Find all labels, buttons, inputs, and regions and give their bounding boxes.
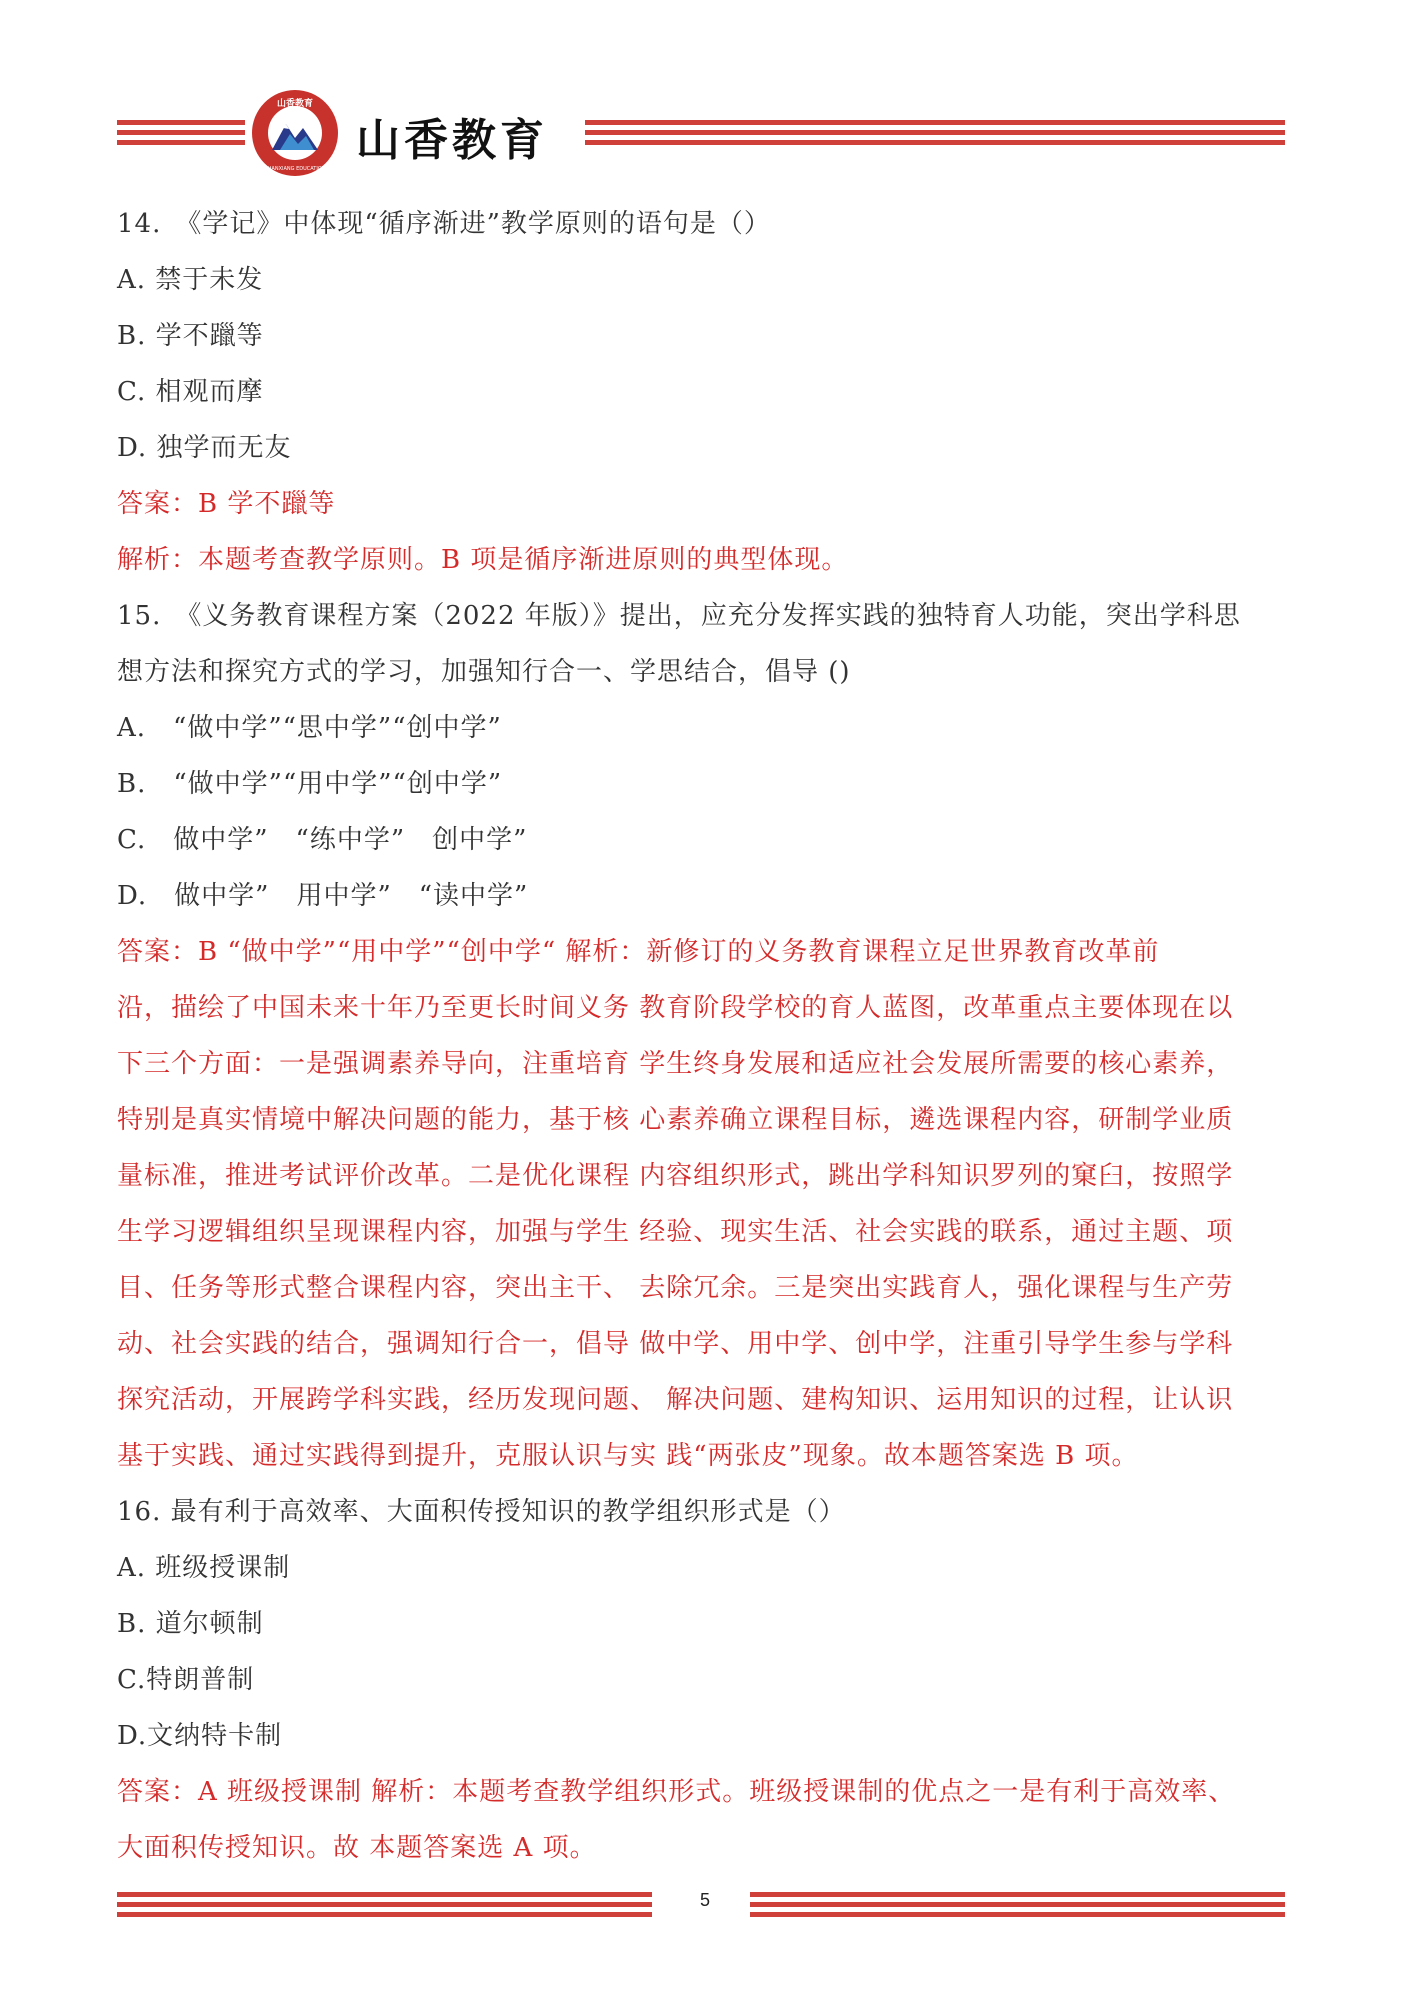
q15-answer-line: 下三个方面：一是强调素养导向，注重培育 学生终身发展和适应社会发展所需要的核心素养， xyxy=(117,1049,1234,1079)
q14-option-c: C. 相观而摩 xyxy=(117,377,264,407)
q15-stem-line-2: 想方法和探究方式的学习，加强知行合一、学思结合，倡导 () xyxy=(117,657,851,687)
q16-option-a: A. 班级授课制 xyxy=(117,1553,291,1583)
q15-answer-line: 生学习逻辑组织呈现课程内容，加强与学生 经验、现实生活、社会实践的联系，通过主题、项 xyxy=(117,1217,1234,1247)
logo-arc-text: 山香教育 xyxy=(276,99,314,109)
q15-option-d: D. 做中学” 用中学” “读中学” xyxy=(117,881,529,911)
q14-option-a: A. 禁于未发 xyxy=(117,265,264,295)
header-rule-left xyxy=(117,120,245,145)
q15-answer-line: 沿，描绘了中国未来十年乃至更长时间义务 教育阶段学校的育人蓝图，改革重点主要体现在以 xyxy=(117,993,1234,1023)
question-content xyxy=(117,196,1307,1876)
q16-answer-line: 答案：A 班级授课制 解析：本题考查教学组织形式。班级授课制的优点之一是有利于高效率、 xyxy=(117,1777,1236,1807)
q15-option-a: A. “做中学”“思中学”“创中学” xyxy=(117,713,502,743)
q15-answer-line: 基于实践、通过实践得到提升，克服认识与实 践“两张皮”现象。故本题答案选 B 项。 xyxy=(117,1441,1139,1471)
q15-option-b: B. “做中学”“用中学”“创中学” xyxy=(117,769,503,799)
q14-option-b: B. 学不躐等 xyxy=(117,321,264,351)
header-rule-right xyxy=(585,120,1285,145)
q16-stem: 16. 最有利于高效率、大面积传授知识的教学组织形式是（） xyxy=(117,1497,846,1527)
q14-analysis: 解析：本题考查教学原则。B 项是循序渐进原则的典型体现。 xyxy=(117,545,849,575)
q14-answer: 答案：B 学不躐等 xyxy=(117,489,336,519)
footer-rule-left xyxy=(117,1892,652,1917)
q14-stem: 14. 《学记》中体现“循序渐进”教学原则的语句是（） xyxy=(117,209,771,239)
logo-bottom-text: SHANXIANG EDUCATION xyxy=(264,166,326,172)
page-number: 5 xyxy=(699,1890,710,1910)
q16-option-b: B. 道尔顿制 xyxy=(117,1609,264,1639)
q15-stem-line-1: 15. 《义务教育课程方案（2022 年版）》提出，应充分发挥实践的独特育人功能，突出学科思 xyxy=(117,601,1241,631)
brand-title: 山香教育 xyxy=(356,115,548,166)
q15-answer-line: 答案：B “做中学”“用中学”“创中学“ 解析：新修订的义务教育课程立足世界教育改革前 xyxy=(117,937,1160,967)
page-footer xyxy=(0,1890,1414,1920)
q15-answer-line: 目、任务等形式整合课程内容，突出主干、 去除冗余。三是突出实践育人，强化课程与生产劳 xyxy=(117,1273,1234,1303)
q14-option-d: D. 独学而无友 xyxy=(117,433,292,463)
footer-rule-right xyxy=(750,1892,1285,1917)
q16-answer-line: 大面积传授知识。故 本题答案选 A 项。 xyxy=(117,1833,597,1863)
q15-answer-line: 特别是真实情境中解决问题的能力，基于核 心素养确立课程目标，遴选课程内容，研制学业质 xyxy=(117,1105,1234,1135)
q16-option-d: D.文纳特卡制 xyxy=(117,1721,283,1751)
q15-option-c: C. 做中学” “练中学” 创中学” xyxy=(117,825,528,855)
q16-option-c: C.特朗普制 xyxy=(117,1665,255,1695)
q15-answer-line: 量标准，推进考试评价改革。二是优化课程 内容组织形式，跳出学科知识罗列的窠臼，按照学 xyxy=(117,1161,1234,1191)
q15-answer-line: 动、社会实践的结合，强调知行合一，倡导 做中学、用中学、创中学，注重引导学生参与学科 xyxy=(117,1329,1234,1359)
shanxiang-logo-icon xyxy=(250,88,340,178)
page-header xyxy=(0,88,1414,198)
q15-answer-line: 探究活动，开展跨学科实践，经历发现问题、 解决问题、建构知识、运用知识的过程，让认识 xyxy=(117,1385,1234,1415)
